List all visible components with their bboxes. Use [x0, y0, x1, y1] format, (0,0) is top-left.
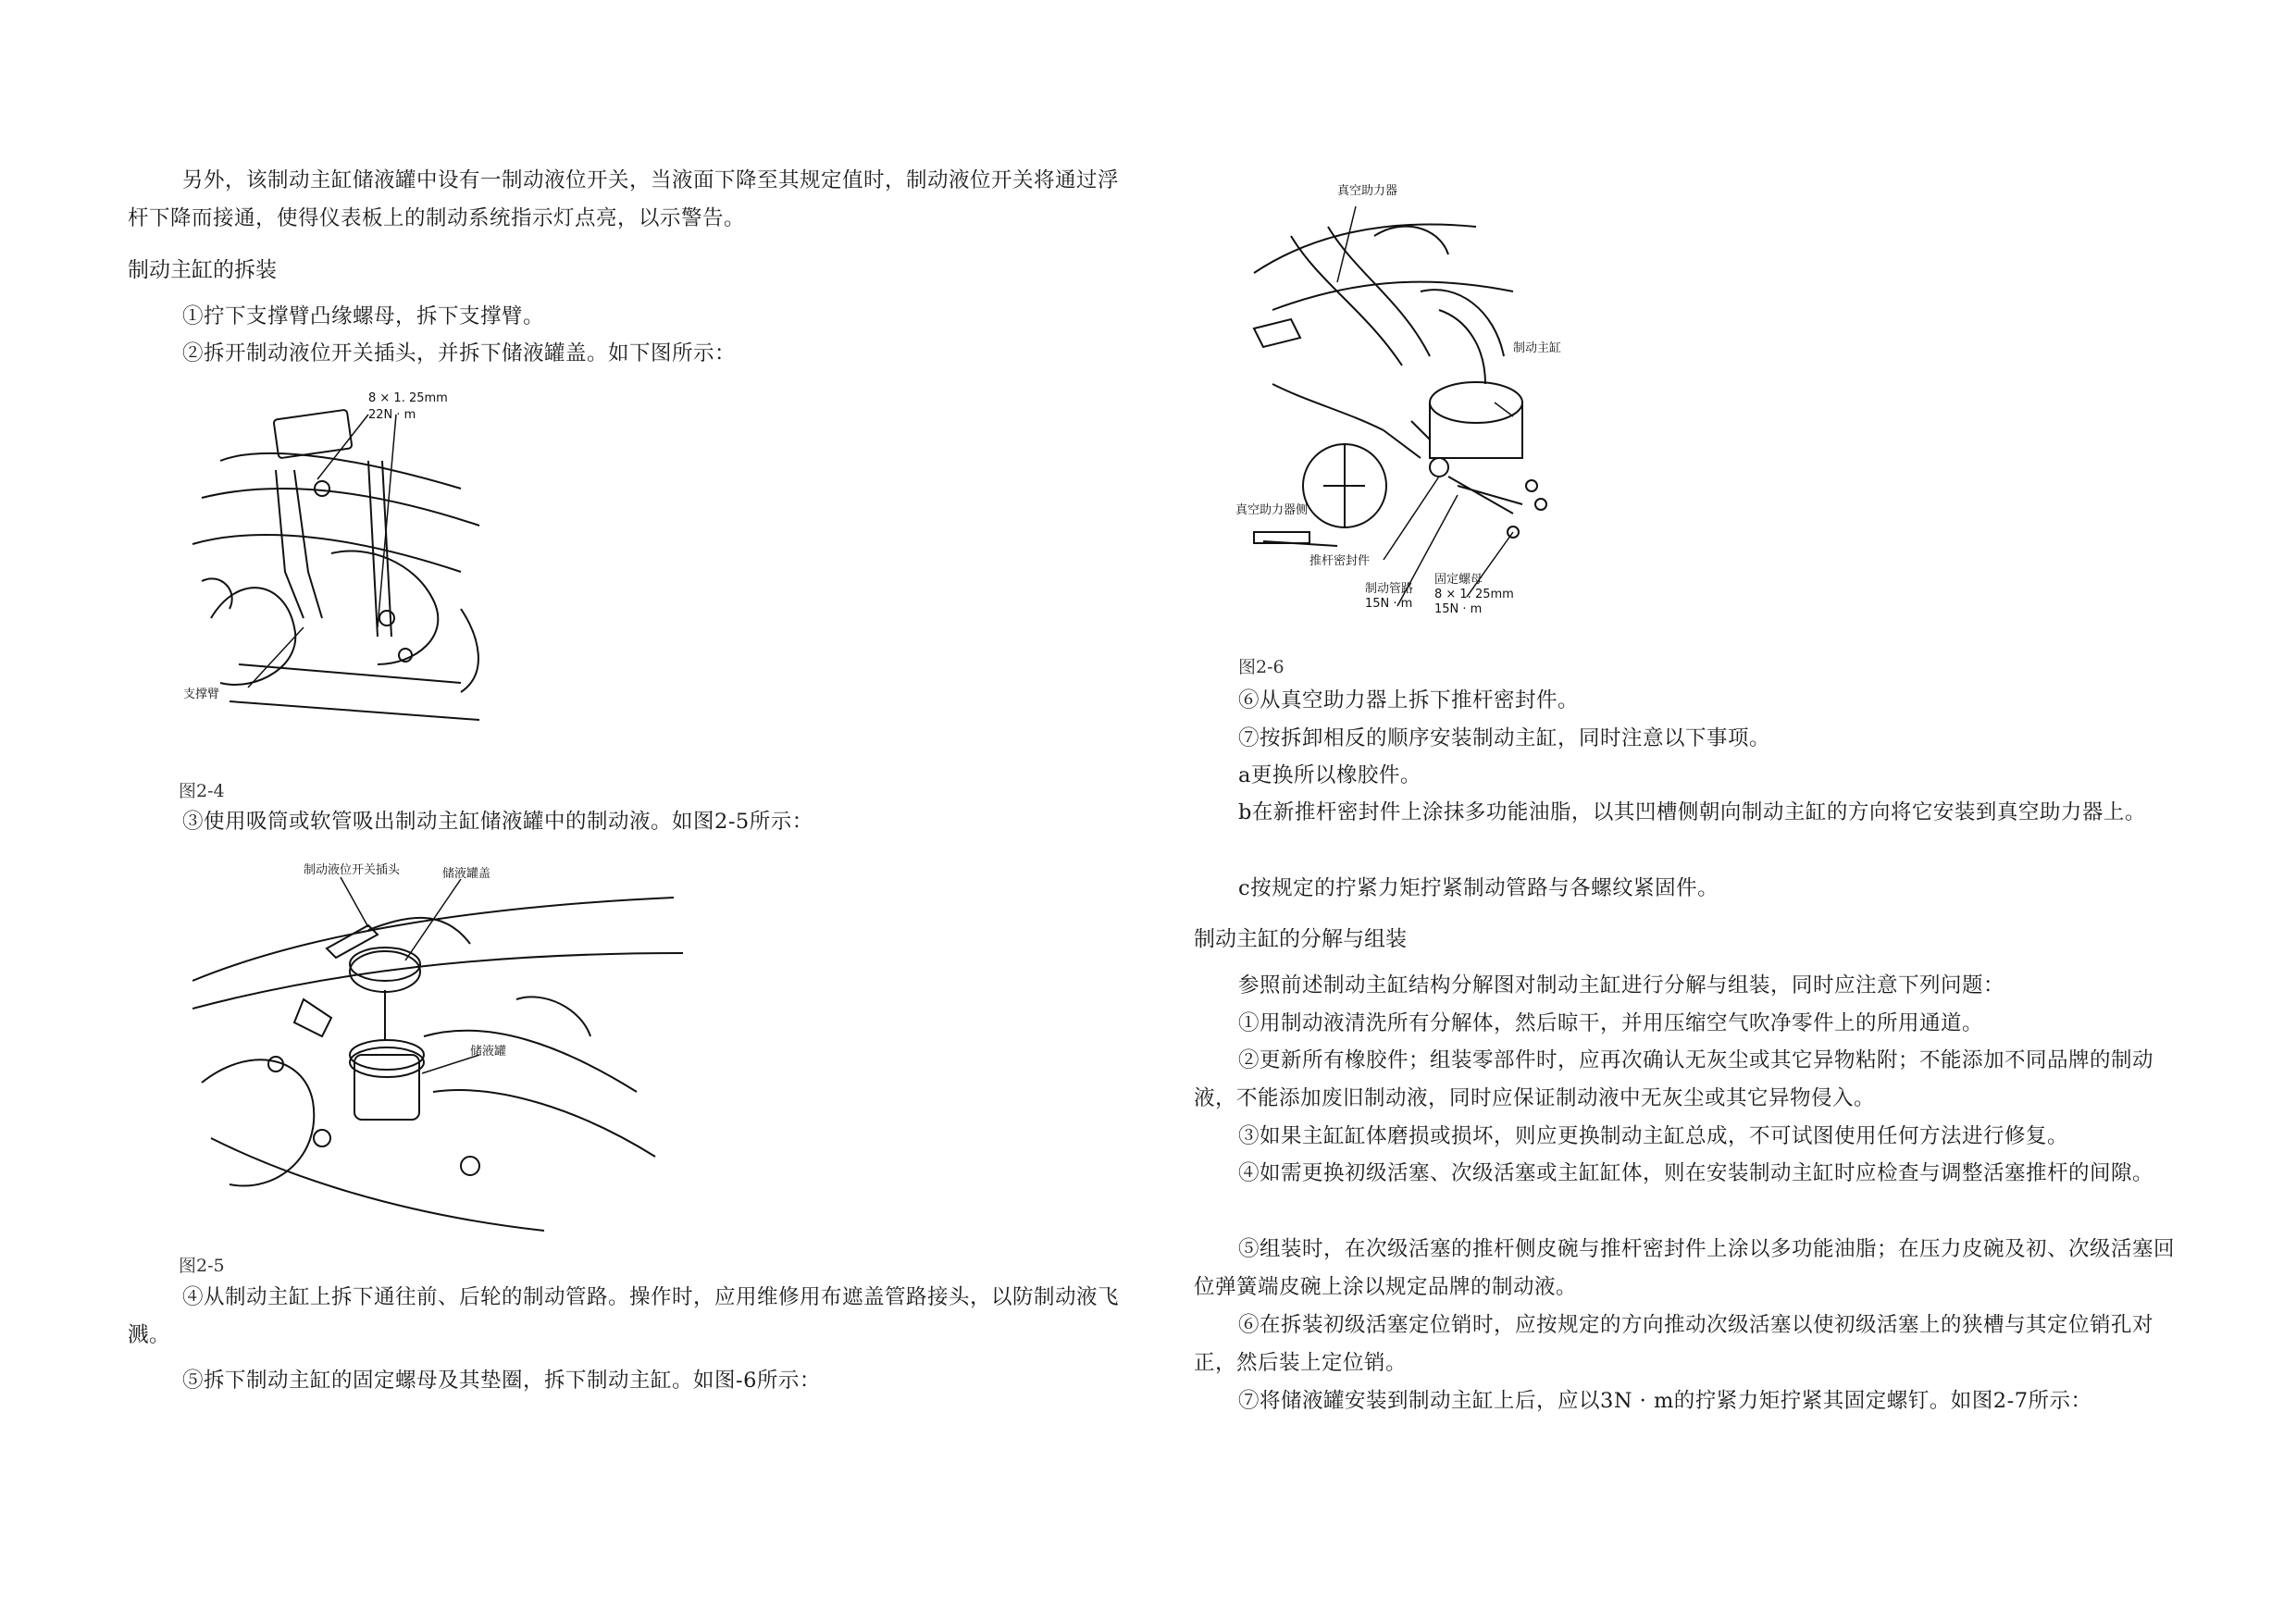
note-c: c按规定的拧紧力矩拧紧制动管路与各螺纹紧固件。	[1238, 876, 1719, 900]
fig25-label-cap: 储液罐盖	[442, 867, 491, 881]
step-2: ②拆开制动液位开关插头，并拆下储液罐盖。如下图所示：	[182, 341, 737, 365]
caption-fig-2-6: 图2-6	[1238, 657, 1285, 677]
assembly-item-3: ③如果主缸缸体磨损或损坏，则应更换制动主缸总成，不可试图使用任何方法进行修复。	[1238, 1124, 2069, 1148]
step-5: ⑤拆下制动主缸的固定螺母及其垫圈，拆下制动主缸。如图-6所示：	[182, 1369, 821, 1393]
step-3: ③使用吸筒或软管吸出制动主缸储液罐中的制动液。如图2-5所示：	[182, 810, 813, 834]
step-6: ⑥从真空助力器上拆下推杆密封件。	[1238, 688, 1580, 712]
figure-2-6	[1235, 180, 1615, 625]
fig26-label-nut-torque: 15N · m	[1434, 602, 1483, 616]
figure-2-4	[183, 387, 609, 729]
assembly-item-7: ⑦将储液罐安装到制动主缸上后，应以3N · m的拧紧力矩拧紧其固定螺钉。如图2-7所示：	[1238, 1389, 2092, 1413]
caption-fig-2-4: 图2-4	[179, 781, 225, 801]
note-b: b在新推杆密封件上涂抹多功能油脂，以其凹槽侧朝向制动主缸的方向将它安装到真空助力器上。	[1238, 800, 2146, 824]
heading-assembly: 制动主缸的分解与组装	[1194, 927, 1407, 951]
note-a: a更换所以橡胶件。	[1238, 763, 1421, 787]
fig24-spec2: 22N · m	[368, 408, 416, 422]
fig26-label-master: 制动主缸	[1513, 341, 1562, 355]
assembly-item-6: ⑥在拆装初级活塞定位销时，应按规定的方向推动次级活塞以使初级活塞上的狭槽与其定位销孔对正，然后装上定位销。	[1194, 1313, 2154, 1375]
intro-paragraph: 另外，该制动主缸储液罐中设有一制动液位开关，当液面下降至其规定值时，制动液位开关将通过浮杆下降而接通，使得仪表板上的制动系统指示灯点亮，以示警告。	[128, 168, 1120, 230]
figure-2-5-drawing	[192, 861, 692, 1249]
step-4: ④从制动主缸上拆下通往前、后轮的制动管路。操作时，应用维修用布遮盖管路接头，以防制动液飞溅。	[128, 1285, 1120, 1347]
assembly-item-4: ④如需更换初级活塞、次级活塞或主缸缸体，则在安装制动主缸时应检查与调整活塞推杆的间隙。	[1238, 1161, 2154, 1185]
step-1: ①拧下支撑臂凸缘螺母，拆下支撑臂。	[182, 304, 545, 328]
fig26-label-booster-side: 真空助力器侧	[1235, 503, 1309, 517]
fig26-label-line: 制动管路	[1365, 582, 1414, 596]
fig26-label-booster: 真空助力器	[1337, 184, 1398, 198]
fig26-label-line-torque: 15N · m	[1365, 597, 1413, 611]
caption-fig-2-5: 图2-5	[179, 1256, 225, 1276]
fig24-spec1: 8 × 1. 25mm	[368, 391, 448, 405]
fig24-label-arm: 支撑臂	[183, 688, 220, 701]
fig26-label-nut: 固定螺母	[1434, 573, 1483, 587]
fig26-label-nut-spec: 8 × 1. 25mm	[1434, 588, 1514, 601]
heading-disassembly: 制动主缸的拆装	[128, 258, 277, 282]
assembly-item-5: ⑤组装时，在次级活塞的推杆侧皮碗与推杆密封件上涂以多功能油脂；在压力皮碗及初、次级活塞回位弹簧端皮碗上涂以规定品牌的制动液。	[1194, 1237, 2176, 1299]
fig26-label-seal: 推杆密封件	[1309, 554, 1371, 568]
figure-2-5	[192, 861, 692, 1249]
assembly-item-2: ②更新所有橡胶件；组装零部件时，应再次确认无灰尘或其它异物粘附；不能添加不同品牌的制动液，不能添加废旧制动液，同时应保证制动液中无灰尘或其它异物侵入。	[1194, 1048, 2154, 1110]
fig25-label-tank: 储液罐	[470, 1045, 507, 1059]
fig25-label-plug: 制动液位开关插头	[304, 863, 401, 877]
step-7: ⑦按拆卸相反的顺序安装制动主缸，同时注意以下事项。	[1238, 726, 1771, 750]
assembly-item-1: ①用制动液清洗所有分解体，然后晾干，并用压缩空气吹净零件上的所用通道。	[1238, 1011, 1984, 1035]
figure-2-4-drawing	[183, 387, 609, 729]
assembly-intro: 参照前述制动主缸结构分解图对制动主缸进行分解与组装，同时应注意下列问题：	[1238, 973, 2005, 997]
figure-2-6-drawing	[1235, 180, 1615, 625]
